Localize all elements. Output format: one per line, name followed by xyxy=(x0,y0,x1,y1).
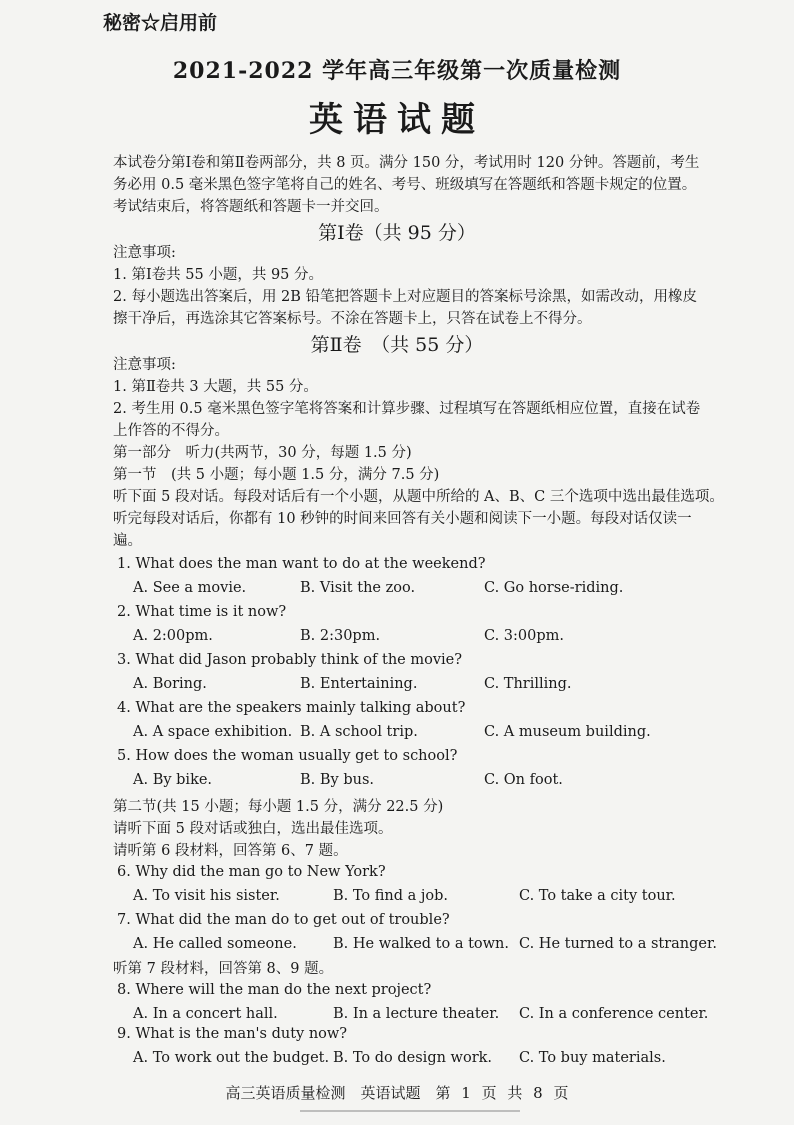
material-7-instruction: 听第 7 段材料，回答第 8、9 题。 xyxy=(113,961,334,977)
question-stem: 5. How does the woman usually get to school? xyxy=(117,748,458,764)
listening-part-title: 第一部分 听力(共两节，30 分，每题 1.5 分) xyxy=(113,445,412,461)
part2-note: 2. 考生用 0.5 毫米黑色签字笔将答案和计算步骤、过程填写在答题纸相应位置，直接在试卷 xyxy=(113,401,701,417)
option-c: C. Go horse-riding. xyxy=(484,580,624,596)
exam-title: 2021-2022 学年高三年级第一次质量检测 xyxy=(172,58,622,84)
option-b: B. In a lecture theater. xyxy=(333,1006,500,1022)
option-c: C. To take a city tour. xyxy=(519,888,676,904)
option-a: A. 2:00pm. xyxy=(133,628,213,644)
section1-title: 第一节 (共 5 小题；每小题 1.5 分，满分 7.5 分) xyxy=(113,467,440,483)
option-c: C. 3:00pm. xyxy=(484,628,564,644)
option-b: B. Visit the zoo. xyxy=(300,580,416,596)
section2-title: 第二节(共 15 小题；每小题 1.5 分，满分 22.5 分) xyxy=(113,799,444,815)
part2-note: 上作答的不得分。 xyxy=(113,423,229,439)
part2-note: 1. 第Ⅱ卷共 3 大题，共 55 分。 xyxy=(113,379,318,395)
part1-note: 2. 每小题选出答案后，用 2B 铅笔把答题卡上对应题目的答案标号涂黑，如需改动，用橡皮 xyxy=(113,289,698,305)
section1-instruction: 遍。 xyxy=(113,533,142,549)
intro-line: 考试结束后，将答题纸和答题卡一并交回。 xyxy=(113,199,389,215)
option-a: A. He called someone. xyxy=(133,936,297,952)
scan-artifact-line xyxy=(300,1110,520,1112)
part1-heading: 第Ⅰ卷（共 95 分） xyxy=(318,222,476,244)
section2-instruction: 请听下面 5 段对话或独白，选出最佳选项。 xyxy=(113,821,393,837)
material-6-instruction: 请听第 6 段材料，回答第 6、7 题。 xyxy=(113,843,348,859)
option-c: C. A museum building. xyxy=(484,724,651,740)
question-stem: 8. Where will the man do the next project? xyxy=(117,982,432,998)
question-stem: 6. Why did the man go to New York? xyxy=(117,864,386,880)
option-b: B. To find a job. xyxy=(333,888,449,904)
option-a: A. Boring. xyxy=(133,676,207,692)
option-b: B. Entertaining. xyxy=(300,676,418,692)
confidential-mark: 秘密☆启用前 xyxy=(103,12,218,34)
option-a: A. To work out the budget. xyxy=(133,1050,330,1066)
option-c: C. To buy materials. xyxy=(519,1050,666,1066)
option-c: C. He turned to a stranger. xyxy=(519,936,717,952)
option-b: B. To do design work. xyxy=(333,1050,493,1066)
option-b: B. By bus. xyxy=(300,772,375,788)
part1-note: 1. 第Ⅰ卷共 55 小题，共 95 分。 xyxy=(113,267,324,283)
question-stem: 7. What did the man do to get out of trouble? xyxy=(117,912,450,928)
option-a: A. A space exhibition. xyxy=(133,724,293,740)
option-a: A. To visit his sister. xyxy=(133,888,280,904)
page-footer: 高三英语质量检测 英语试题 第 1 页 共 8 页 xyxy=(225,1084,569,1102)
part1-note: 擦干净后，再选涂其它答案标号。不涂在答题卡上，只答在试卷上不得分。 xyxy=(113,311,592,327)
part2-notes-title: 注意事项: xyxy=(113,357,176,373)
option-b: B. A school trip. xyxy=(300,724,418,740)
intro-line: 务必用 0.5 毫米黑色签字笔将自己的姓名、考号、班级填写在答题纸和答题卡规定的位置。 xyxy=(113,177,697,193)
intro-line: 本试卷分第Ⅰ卷和第Ⅱ卷两部分，共 8 页。满分 150 分，考试用时 120 分钟。答题前，考生 xyxy=(113,155,700,171)
option-c: C. On foot. xyxy=(484,772,563,788)
subject-title: 英语试题 xyxy=(309,100,485,140)
option-b: B. 2:30pm. xyxy=(300,628,381,644)
option-c: C. In a conference center. xyxy=(519,1006,709,1022)
section1-instruction: 听完每段对话后，你都有 10 秒钟的时间来回答有关小题和阅读下一小题。每段对话仅读一 xyxy=(113,511,692,527)
option-b: B. He walked to a town. xyxy=(333,936,509,952)
section1-instruction: 听下面 5 段对话。每段对话后有一个小题，从题中所给的 A、B、C 三个选项中选出最佳选项。 xyxy=(113,489,724,505)
question-stem: 2. What time is it now? xyxy=(117,604,287,620)
question-stem: 4. What are the speakers mainly talking about? xyxy=(117,700,466,716)
option-a: A. By bike. xyxy=(133,772,213,788)
question-stem: 3. What did Jason probably think of the movie? xyxy=(117,652,463,668)
question-stem: 1. What does the man want to do at the weekend? xyxy=(117,556,486,572)
option-a: A. See a movie. xyxy=(133,580,247,596)
part2-heading: 第Ⅱ卷 （共 55 分） xyxy=(310,334,484,356)
option-a: A. In a concert hall. xyxy=(133,1006,278,1022)
part1-notes-title: 注意事项: xyxy=(113,245,176,261)
question-stem: 9. What is the man's duty now? xyxy=(117,1026,348,1042)
option-c: C. Thrilling. xyxy=(484,676,572,692)
